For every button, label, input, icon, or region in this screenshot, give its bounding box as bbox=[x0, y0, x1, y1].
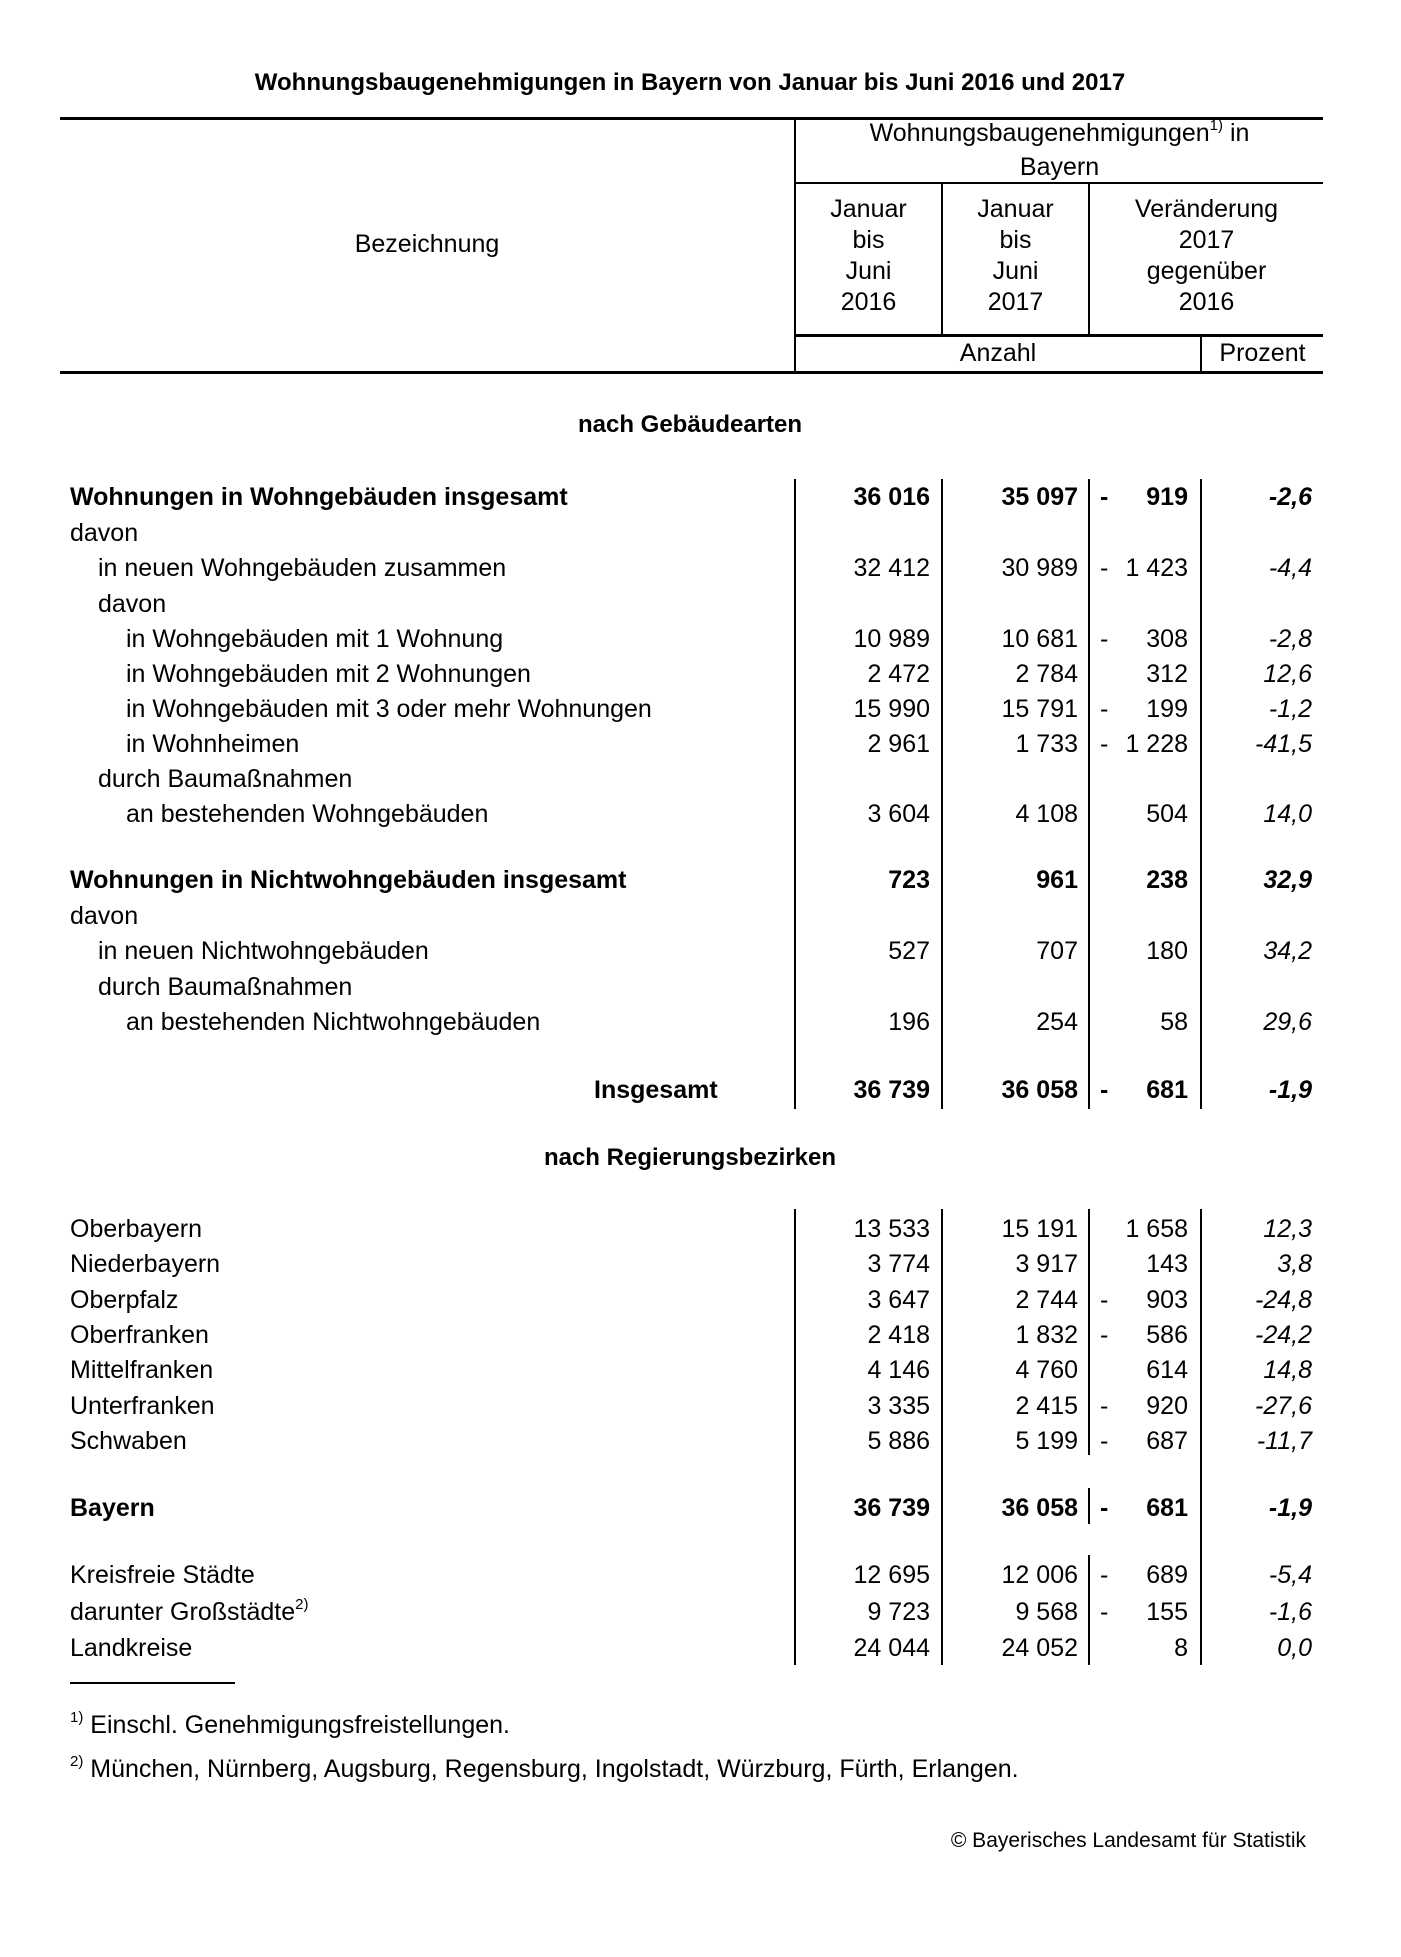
cell-change-sign: - bbox=[1100, 1561, 1109, 1589]
cell-2017: 30 989 bbox=[1001, 554, 1078, 582]
cell-change-pct: 14,8 bbox=[1263, 1356, 1312, 1384]
cell-change-value: 1 658 bbox=[1125, 1215, 1188, 1243]
row-label bbox=[70, 1491, 155, 1525]
row-label bbox=[70, 899, 138, 933]
cell-2016: 9 723 bbox=[867, 1598, 930, 1626]
cell-2016: 36 739 bbox=[853, 1076, 930, 1104]
cell-change-sign: - bbox=[1100, 1076, 1109, 1104]
cell-2016: 2 418 bbox=[867, 1321, 930, 1349]
row-label bbox=[126, 1005, 540, 1039]
table-row bbox=[0, 899, 1401, 933]
cell-change-pct: -27,6 bbox=[1255, 1392, 1312, 1420]
row-label-text: Insgesamt bbox=[594, 1076, 718, 1104]
footnote-1 bbox=[70, 1710, 510, 1744]
footnote-2 bbox=[70, 1754, 1019, 1788]
row-label bbox=[126, 727, 299, 761]
cell-2017: 1 832 bbox=[1015, 1321, 1078, 1349]
header-col-change-line: 2017 bbox=[1178, 226, 1235, 254]
table-row bbox=[0, 1212, 1401, 1246]
table-row bbox=[0, 692, 1401, 726]
row-label-text: in Wohngebäuden mit 2 Wohnungen bbox=[126, 660, 531, 688]
row-label-text: darunter Großstädte bbox=[70, 1598, 296, 1626]
cell-change-value: 689 bbox=[1146, 1561, 1188, 1589]
header-col-change-line: gegenüber bbox=[1146, 257, 1267, 285]
cell-change-value: 681 bbox=[1146, 1494, 1188, 1522]
cell-change-pct: -4,4 bbox=[1268, 554, 1312, 582]
cell-change-pct: -24,2 bbox=[1255, 1321, 1312, 1349]
header-group-line1: Wohnungsbaugenehmigungen bbox=[869, 119, 1210, 147]
row-label-text: an bestehenden Nichtwohngebäuden bbox=[126, 1008, 541, 1036]
cell-change-value: 155 bbox=[1146, 1598, 1188, 1626]
cell-2016: 32 412 bbox=[853, 554, 930, 582]
table-row bbox=[0, 1491, 1401, 1525]
cell-change-pct: -1,9 bbox=[1268, 1076, 1312, 1104]
cell-change-value: 903 bbox=[1146, 1286, 1188, 1314]
table-row bbox=[0, 762, 1401, 796]
cell-change-sign: - bbox=[1100, 625, 1109, 653]
table-row bbox=[0, 622, 1401, 656]
row-label bbox=[98, 970, 352, 1004]
cell-2016: 4 146 bbox=[867, 1356, 930, 1384]
header-group-line1-suffix: in bbox=[1223, 119, 1250, 147]
cell-change-pct: 12,6 bbox=[1263, 660, 1312, 688]
footnote-2-mark: 2) bbox=[70, 1753, 84, 1770]
row-label bbox=[70, 1283, 178, 1317]
row-label-text: Oberfranken bbox=[70, 1321, 209, 1349]
cell-2016: 5 886 bbox=[867, 1427, 930, 1455]
header-col-2016-line: 2016 bbox=[840, 288, 897, 316]
cell-2016: 24 044 bbox=[853, 1634, 930, 1662]
header-col-change-line: 2016 bbox=[1178, 288, 1235, 316]
table-row bbox=[0, 970, 1401, 1004]
row-label bbox=[70, 1558, 255, 1592]
header-col-2016 bbox=[796, 194, 941, 318]
table-row bbox=[0, 727, 1401, 761]
header-unit-anzahl: Anzahl bbox=[959, 339, 1037, 367]
header-col-2017 bbox=[943, 194, 1088, 318]
row-label bbox=[70, 863, 626, 897]
row-label-text: Schwaben bbox=[70, 1427, 187, 1455]
table-row bbox=[0, 1631, 1401, 1665]
row-label bbox=[126, 692, 652, 726]
cell-change-sign: - bbox=[1100, 1321, 1109, 1349]
cell-2017: 24 052 bbox=[1001, 1634, 1078, 1662]
cell-2017: 1 733 bbox=[1015, 730, 1078, 758]
table-row bbox=[0, 1247, 1401, 1281]
cell-change-value: 504 bbox=[1146, 800, 1188, 828]
row-label bbox=[70, 1424, 187, 1458]
cell-change-pct: -5,4 bbox=[1268, 1561, 1312, 1589]
cell-change-pct: -2,6 bbox=[1268, 483, 1312, 511]
cell-change-value: 199 bbox=[1146, 695, 1188, 723]
header-col-2016-line: Januar bbox=[830, 195, 907, 223]
cell-change-pct: 0,0 bbox=[1277, 1634, 1312, 1662]
cell-change-pct: -41,5 bbox=[1255, 730, 1312, 758]
row-label bbox=[126, 797, 488, 831]
row-label-text: davon bbox=[70, 519, 139, 547]
cell-change-value: 919 bbox=[1146, 483, 1188, 511]
row-label bbox=[70, 1595, 308, 1633]
cell-change-pct: -24,8 bbox=[1255, 1286, 1312, 1314]
cell-change-pct: 12,3 bbox=[1263, 1215, 1312, 1243]
table-row bbox=[0, 934, 1401, 968]
cell-2017: 2 784 bbox=[1015, 660, 1078, 688]
table-title: Wohnungsbaugenehmigungen in Bayern von Januar bis Juni 2016 und 2017 bbox=[254, 69, 1126, 96]
cell-2016: 3 604 bbox=[867, 800, 930, 828]
header-col-2017-line: Juni bbox=[992, 257, 1039, 285]
footnote-1-mark: 1) bbox=[70, 1709, 84, 1726]
cell-change-pct: 29,6 bbox=[1263, 1008, 1312, 1036]
section-heading-regierungsbezirke: nach Regierungsbezirken bbox=[543, 1144, 837, 1171]
row-label-text: an bestehenden Wohngebäuden bbox=[126, 800, 489, 828]
cell-2017: 4 108 bbox=[1015, 800, 1078, 828]
cell-2016: 36 016 bbox=[853, 483, 930, 511]
cell-2017: 254 bbox=[1036, 1008, 1078, 1036]
copyright: © Bayerisches Landesamt für Statistik bbox=[950, 1829, 1306, 1852]
row-label bbox=[70, 1318, 209, 1352]
cell-change-value: 681 bbox=[1146, 1076, 1188, 1104]
table-row bbox=[0, 863, 1401, 897]
table-row bbox=[0, 1389, 1401, 1423]
cell-change-value: 238 bbox=[1146, 866, 1188, 894]
header-group bbox=[796, 118, 1323, 183]
cell-change-value: 920 bbox=[1146, 1392, 1188, 1420]
row-label-text: davon bbox=[98, 590, 167, 618]
cell-2017: 9 568 bbox=[1015, 1598, 1078, 1626]
cell-2017: 10 681 bbox=[1001, 625, 1078, 653]
row-label bbox=[126, 657, 531, 691]
cell-change-sign: - bbox=[1100, 1427, 1109, 1455]
cell-change-sign: - bbox=[1100, 554, 1109, 582]
row-label bbox=[70, 1631, 192, 1665]
cell-change-sign: - bbox=[1100, 483, 1109, 511]
cell-change-value: 143 bbox=[1146, 1250, 1188, 1278]
cell-change-sign: - bbox=[1100, 695, 1109, 723]
header-unit-rule bbox=[795, 334, 1323, 337]
header-group-line2: Bayern bbox=[1019, 153, 1100, 181]
cell-2016: 196 bbox=[888, 1008, 930, 1036]
cell-2016: 2 961 bbox=[867, 730, 930, 758]
row-label bbox=[98, 762, 352, 796]
header-col-2016-line: Juni bbox=[845, 257, 892, 285]
cell-2016: 3 335 bbox=[867, 1392, 930, 1420]
cell-2016: 12 695 bbox=[853, 1561, 930, 1589]
footnote-rule bbox=[70, 1682, 235, 1684]
cell-2017: 2 744 bbox=[1015, 1286, 1078, 1314]
cell-change-value: 1 423 bbox=[1125, 554, 1188, 582]
row-label-text: Oberbayern bbox=[70, 1215, 203, 1243]
cell-2017: 15 191 bbox=[1001, 1215, 1078, 1243]
cell-2016: 13 533 bbox=[853, 1215, 930, 1243]
cell-2017: 2 415 bbox=[1015, 1392, 1078, 1420]
section-heading-gebaeudearten: nach Gebäudearten bbox=[577, 411, 803, 438]
footnote-ref-1: 1) bbox=[1209, 117, 1224, 134]
row-label bbox=[126, 622, 503, 656]
cell-2016: 3 647 bbox=[867, 1286, 930, 1314]
row-label-text: in Wohngebäuden mit 3 oder mehr Wohnungen bbox=[126, 695, 652, 723]
cell-2017: 36 058 bbox=[1001, 1076, 1078, 1104]
table-row bbox=[0, 657, 1401, 691]
row-label bbox=[70, 1247, 220, 1281]
cell-change-value: 308 bbox=[1146, 625, 1188, 653]
cell-change-value: 58 bbox=[1160, 1008, 1188, 1036]
cell-change-sign: - bbox=[1100, 1392, 1109, 1420]
table-row bbox=[0, 1353, 1401, 1387]
footnote-2-text: München, Nürnberg, Augsburg, Regensburg, Ingolstadt, Würzburg, Fürth, Erlangen. bbox=[90, 1755, 1019, 1783]
header-col-2017-line: 2017 bbox=[987, 288, 1044, 316]
row-label-text: Unterfranken bbox=[70, 1392, 215, 1420]
row-label bbox=[98, 934, 429, 968]
cell-change-value: 180 bbox=[1146, 937, 1188, 965]
row-label-text: in Wohngebäuden mit 1 Wohnung bbox=[126, 625, 504, 653]
row-label-text: Niederbayern bbox=[70, 1250, 221, 1278]
header-col-2017-line: bis bbox=[999, 226, 1032, 254]
cell-2017: 35 097 bbox=[1001, 483, 1078, 511]
row-label bbox=[98, 551, 506, 585]
cell-2017: 3 917 bbox=[1015, 1250, 1078, 1278]
cell-change-value: 8 bbox=[1174, 1634, 1188, 1662]
table-row bbox=[0, 1558, 1401, 1592]
table-row bbox=[0, 1073, 1401, 1107]
cell-2016: 527 bbox=[888, 937, 930, 965]
header-col-2017-line: Januar bbox=[977, 195, 1054, 223]
cell-2017: 707 bbox=[1036, 937, 1078, 965]
table-row bbox=[0, 516, 1401, 550]
row-label bbox=[70, 516, 138, 550]
row-label bbox=[70, 1353, 213, 1387]
header-bezeichnung: Bezeichnung bbox=[354, 230, 500, 258]
cell-change-pct: -1,2 bbox=[1268, 695, 1312, 723]
table-row bbox=[0, 1318, 1401, 1352]
row-label-text: Wohnungen in Nichtwohngebäuden insgesamt bbox=[70, 866, 627, 894]
table-row bbox=[0, 1005, 1401, 1039]
table-row bbox=[0, 480, 1401, 514]
table-row bbox=[0, 797, 1401, 831]
table-row bbox=[0, 1595, 1401, 1629]
footnote-ref-2: 2) bbox=[295, 1596, 309, 1613]
cell-2016: 3 774 bbox=[867, 1250, 930, 1278]
cell-change-sign: - bbox=[1100, 1598, 1109, 1626]
row-label-text: Bayern bbox=[70, 1494, 155, 1522]
cell-change-value: 614 bbox=[1146, 1356, 1188, 1384]
table-row bbox=[0, 587, 1401, 621]
cell-change-pct: -2,8 bbox=[1268, 625, 1312, 653]
cell-change-pct: -11,7 bbox=[1256, 1427, 1312, 1455]
row-label-text: Landkreise bbox=[70, 1634, 193, 1662]
cell-change-pct: -1,6 bbox=[1268, 1598, 1312, 1626]
header-unit-prozent: Prozent bbox=[1219, 339, 1306, 367]
cell-change-value: 586 bbox=[1146, 1321, 1188, 1349]
cell-change-value: 687 bbox=[1146, 1427, 1188, 1455]
header-col-change bbox=[1090, 194, 1323, 318]
table-row bbox=[0, 1283, 1401, 1317]
table-row bbox=[0, 1424, 1401, 1458]
cell-2016: 2 472 bbox=[867, 660, 930, 688]
cell-2016: 723 bbox=[888, 866, 930, 894]
header-col-change-line: Veränderung bbox=[1134, 195, 1279, 223]
cell-change-pct: -1,9 bbox=[1268, 1494, 1312, 1522]
row-label bbox=[70, 1212, 202, 1246]
row-label-text: davon bbox=[70, 902, 139, 930]
cell-change-pct: 32,9 bbox=[1263, 866, 1312, 894]
cell-2016: 10 989 bbox=[853, 625, 930, 653]
row-label-text: Kreisfreie Städte bbox=[70, 1561, 255, 1589]
row-label-text: in neuen Wohngebäuden zusammen bbox=[98, 554, 507, 582]
row-label-text: durch Baumaßnahmen bbox=[98, 973, 353, 1001]
cell-2017: 36 058 bbox=[1001, 1494, 1078, 1522]
cell-2016: 15 990 bbox=[853, 695, 930, 723]
row-label-text: in Wohnheimen bbox=[126, 730, 300, 758]
cell-2017: 4 760 bbox=[1015, 1356, 1078, 1384]
cell-change-sign: - bbox=[1100, 1286, 1109, 1314]
row-label-text: in neuen Nichtwohngebäuden bbox=[98, 937, 429, 965]
cell-change-sign: - bbox=[1100, 730, 1109, 758]
cell-change-pct: 3,8 bbox=[1277, 1250, 1312, 1278]
row-label bbox=[98, 587, 166, 621]
row-label-text: durch Baumaßnahmen bbox=[98, 765, 353, 793]
cell-2017: 12 006 bbox=[1001, 1561, 1078, 1589]
row-label bbox=[70, 1389, 215, 1423]
cell-change-sign: - bbox=[1100, 1494, 1109, 1522]
cell-2016: 36 739 bbox=[853, 1494, 930, 1522]
footnote-1-text: Einschl. Genehmigungsfreistellungen. bbox=[90, 1711, 510, 1739]
row-label bbox=[70, 480, 568, 514]
cell-change-pct: 14,0 bbox=[1263, 800, 1312, 828]
row-label-text: Oberpfalz bbox=[70, 1286, 179, 1314]
cell-change-pct: 34,2 bbox=[1263, 937, 1312, 965]
cell-2017: 961 bbox=[1036, 866, 1078, 894]
header-bottom-rule bbox=[60, 371, 1323, 374]
cell-2017: 15 791 bbox=[1001, 695, 1078, 723]
row-label-text: Wohnungen in Wohngebäuden insgesamt bbox=[70, 483, 568, 511]
cell-change-value: 1 228 bbox=[1125, 730, 1188, 758]
cell-change-value: 312 bbox=[1146, 660, 1188, 688]
row-label bbox=[594, 1073, 718, 1107]
cell-2017: 5 199 bbox=[1015, 1427, 1078, 1455]
row-label-text: Mittelfranken bbox=[70, 1356, 214, 1384]
table-row bbox=[0, 551, 1401, 585]
header-col-2016-line: bis bbox=[852, 226, 885, 254]
